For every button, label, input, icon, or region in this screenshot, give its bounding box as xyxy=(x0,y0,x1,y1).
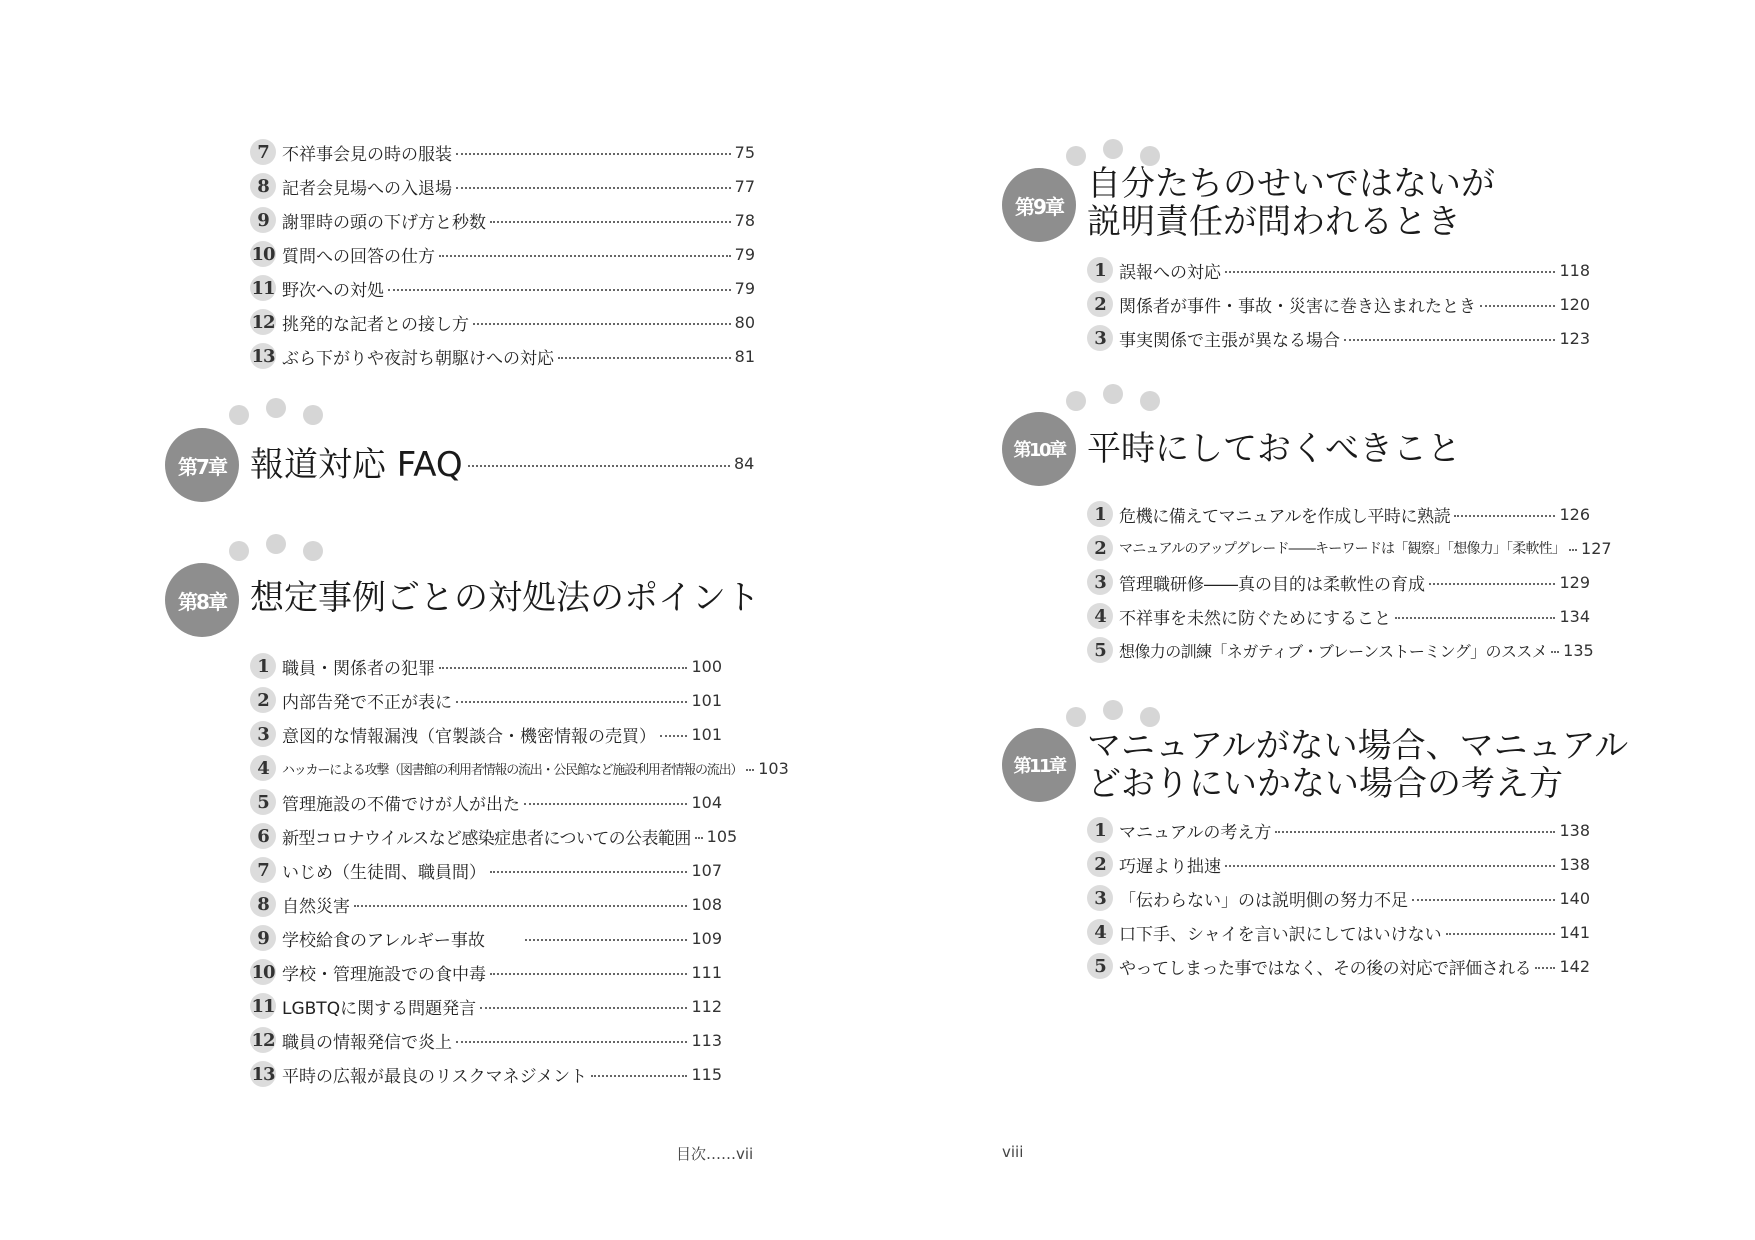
entry-page: 101 xyxy=(691,724,722,744)
toc-entry[interactable] xyxy=(250,274,755,302)
toc-entry[interactable] xyxy=(250,992,722,1020)
entry-title: 質問への回答の仕方 xyxy=(282,246,435,267)
entry-number: 11 xyxy=(250,275,276,301)
dot-leader xyxy=(439,666,687,669)
entry-page: 104 xyxy=(691,792,722,812)
decor-dot xyxy=(266,398,286,418)
toc-entry[interactable] xyxy=(250,788,722,816)
dot-leader xyxy=(490,972,687,975)
decor-dot xyxy=(1103,384,1123,404)
entry-page: 127 xyxy=(1581,538,1612,558)
dot-leader xyxy=(480,1006,687,1009)
entry-page: 142 xyxy=(1559,956,1590,976)
entry-number: 1 xyxy=(1087,501,1113,527)
entry-number: 9 xyxy=(250,207,276,233)
entry-title: 記者会見場への入退場 xyxy=(282,178,452,199)
entry-title: 職員の情報発信で炎上 xyxy=(282,1032,452,1053)
toc-entry[interactable] xyxy=(1087,602,1590,630)
entry-title: 平時の広報が最良のリスクマネジメント xyxy=(282,1066,588,1087)
toc-entry[interactable] xyxy=(250,206,755,234)
entry-page: 79 xyxy=(734,278,755,298)
entry-number: 5 xyxy=(1087,953,1113,979)
entry-number: 10 xyxy=(250,241,276,267)
dot-leader xyxy=(388,288,731,291)
entry-number: 4 xyxy=(1087,919,1113,945)
toc-entry[interactable] xyxy=(250,754,789,782)
toc-entry[interactable] xyxy=(1087,952,1590,980)
toc-entry[interactable] xyxy=(250,822,738,850)
entry-number: 12 xyxy=(250,1027,276,1053)
toc-entry[interactable] xyxy=(1087,534,1612,562)
entry-page: 135 xyxy=(1563,640,1594,660)
entry-number: 1 xyxy=(1087,817,1113,843)
entry-page: 109 xyxy=(691,928,722,948)
decor-dot xyxy=(229,541,249,561)
chapter-badge: 第11章 xyxy=(1002,728,1076,802)
page-folio: viii xyxy=(1002,1143,1024,1161)
dot-leader xyxy=(1429,582,1555,585)
dot-leader xyxy=(695,836,703,839)
entry-number: 10 xyxy=(250,959,276,985)
entry-page: 100 xyxy=(691,656,722,676)
dot-leader xyxy=(1225,270,1555,273)
entry-page: 141 xyxy=(1559,922,1590,942)
entry-title: 学校・管理施設での食中毒 xyxy=(282,964,486,985)
entry-title: マニュアルのアップグレード――キーワードは「観察」「想像力」「柔軟性」 xyxy=(1119,541,1566,557)
entry-page: 126 xyxy=(1559,504,1590,524)
toc-entry[interactable] xyxy=(1087,256,1590,284)
entry-number: 7 xyxy=(250,857,276,883)
decor-dot xyxy=(1140,707,1160,727)
entry-page: 108 xyxy=(691,894,722,914)
entry-number: 6 xyxy=(250,823,276,849)
toc-entry[interactable] xyxy=(1087,816,1590,844)
entry-title: やってしまった事ではなく、その後の対応で評価される xyxy=(1119,958,1532,979)
toc-entry[interactable] xyxy=(250,958,722,986)
toc-entry[interactable] xyxy=(250,1026,722,1054)
dot-leader xyxy=(746,768,754,771)
entry-title: 野次への対処 xyxy=(282,280,384,301)
decor-dot xyxy=(303,405,323,425)
entry-number: 8 xyxy=(250,891,276,917)
toc-entry[interactable] xyxy=(1087,918,1590,946)
entry-title: 口下手、シャイを言い訳にしてはいけない xyxy=(1119,924,1442,945)
dot-leader xyxy=(439,254,731,257)
decor-dot xyxy=(1066,707,1086,727)
dot-leader xyxy=(456,700,687,703)
entry-number: 13 xyxy=(250,343,276,369)
toc-entry[interactable] xyxy=(250,1060,722,1088)
chapter-badge: 第7章 xyxy=(165,428,239,502)
entry-page: 120 xyxy=(1559,294,1590,314)
dot-leader xyxy=(591,1074,687,1077)
chapter-title: 報道対応 FAQ xyxy=(250,445,463,485)
dot-leader xyxy=(1480,304,1555,307)
entry-number: 1 xyxy=(250,653,276,679)
decor-dot xyxy=(1103,139,1123,159)
chapter-badge: 第10章 xyxy=(1002,412,1076,486)
entry-title: 管理職研修――真の目的は柔軟性の育成 xyxy=(1119,574,1425,595)
decor-dot xyxy=(1140,391,1160,411)
entry-number: 7 xyxy=(250,139,276,165)
entry-number: 4 xyxy=(1087,603,1113,629)
entry-title: 不祥事会見の時の服装 xyxy=(282,144,452,165)
chapter-title: 平時にしておくべきこと xyxy=(1087,429,1461,469)
chapter-title-line-2: 説明責任が問われるとき xyxy=(1087,202,1461,242)
dot-leader xyxy=(1395,616,1555,619)
entry-page: 115 xyxy=(691,1064,722,1084)
toc-entry[interactable] xyxy=(1087,500,1590,528)
entry-title: 巧遅より拙速 xyxy=(1119,856,1221,877)
entry-title: 職員・関係者の犯罪 xyxy=(282,658,435,679)
entry-page: 140 xyxy=(1559,888,1590,908)
chapter-title-line-1: マニュアルがない場合、マニュアル xyxy=(1087,726,1629,766)
entry-number: 12 xyxy=(250,309,276,335)
entry-page: 105 xyxy=(706,826,738,846)
toc-entry[interactable] xyxy=(250,890,722,918)
entry-page: 79 xyxy=(734,244,755,264)
toc-entry[interactable] xyxy=(250,308,755,336)
decor-dot xyxy=(1066,391,1086,411)
entry-title: 不祥事を未然に防ぐためにすること xyxy=(1119,608,1391,629)
entry-title: 自然災害 xyxy=(282,896,350,917)
entry-title: 謝罪時の頭の下げ方と秒数 xyxy=(282,212,486,233)
decor-dot xyxy=(1103,700,1123,720)
entry-title: 「伝わらない」のは説明側の努力不足 xyxy=(1119,890,1408,911)
entry-page: 138 xyxy=(1559,820,1590,840)
entry-page: 123 xyxy=(1559,328,1590,348)
entry-title: 想像力の訓練「ネガティブ・ブレーンストーミング」のススメ xyxy=(1119,641,1548,661)
dot-leader xyxy=(1225,864,1555,867)
entry-title: 新型コロナウイルスなど感染症患者についての公表範囲 xyxy=(282,828,691,849)
dot-leader xyxy=(456,152,731,155)
toc-entry[interactable] xyxy=(250,342,755,370)
entry-page: 77 xyxy=(734,176,755,196)
entry-title: LGBTQに関する問題発言 xyxy=(282,998,477,1019)
entry-number: 9 xyxy=(250,925,276,951)
entry-number: 13 xyxy=(250,1061,276,1087)
entry-number: 3 xyxy=(1087,569,1113,595)
entry-number: 5 xyxy=(250,789,276,815)
entry-page: 80 xyxy=(734,312,755,332)
entry-page: 107 xyxy=(691,860,722,880)
dot-leader xyxy=(456,186,731,189)
entry-number: 4 xyxy=(250,755,276,781)
entry-title: 事実関係で主張が異なる場合 xyxy=(1119,330,1340,351)
entry-number: 2 xyxy=(1087,851,1113,877)
entry-number: 3 xyxy=(250,721,276,747)
decor-dot xyxy=(266,534,286,554)
entry-number: 3 xyxy=(1087,885,1113,911)
entry-page: 78 xyxy=(734,210,755,230)
dot-leader xyxy=(1275,830,1555,833)
decor-dot xyxy=(1066,146,1086,166)
entry-title: ぶら下がりや夜討ち朝駆けへの対応 xyxy=(282,348,554,369)
entry-title: 関係者が事件・事故・災害に巻き込まれたとき xyxy=(1119,296,1476,317)
entry-page: 111 xyxy=(691,962,722,982)
dot-leader xyxy=(1412,898,1555,901)
entry-title: 挑発的な記者との接し方 xyxy=(282,314,469,335)
toc-entry[interactable] xyxy=(250,240,755,268)
entry-page: 101 xyxy=(691,690,722,710)
dot-leader xyxy=(456,1040,687,1043)
entry-page: 103 xyxy=(758,758,789,778)
entry-page: 113 xyxy=(691,1030,722,1050)
entry-number: 5 xyxy=(1087,637,1113,663)
dot-leader xyxy=(525,938,688,941)
chapter-page: 84 xyxy=(734,454,755,473)
entry-page: 81 xyxy=(734,346,755,366)
chapter-title: 想定事例ごとの対処法のポイント xyxy=(250,578,760,618)
entry-page: 112 xyxy=(691,996,722,1016)
chapter-badge: 第8章 xyxy=(165,563,239,637)
entry-number: 3 xyxy=(1087,325,1113,351)
entry-title: 意図的な情報漏洩（官製談合・機密情報の売買） xyxy=(282,726,656,747)
dot-leader xyxy=(524,802,687,805)
dot-leader xyxy=(468,464,730,467)
decor-dot xyxy=(1140,146,1160,166)
dot-leader xyxy=(1569,548,1577,551)
dot-leader xyxy=(490,220,731,223)
entry-page: 118 xyxy=(1559,260,1590,280)
toc-entry[interactable] xyxy=(1087,850,1590,878)
entry-number: 1 xyxy=(1087,257,1113,283)
toc-entry[interactable] xyxy=(250,172,755,200)
toc-entry[interactable] xyxy=(250,138,755,166)
dot-leader xyxy=(660,734,687,737)
dot-leader xyxy=(473,322,731,325)
entry-title: いじめ（生徒間、職員間） xyxy=(282,862,486,883)
toc-entry[interactable] xyxy=(1087,324,1590,352)
entry-page: 138 xyxy=(1559,854,1590,874)
entry-number: 2 xyxy=(1087,535,1113,561)
toc-entry[interactable] xyxy=(1087,568,1590,596)
toc-entry[interactable] xyxy=(250,924,722,952)
dot-leader xyxy=(490,870,687,873)
dot-leader xyxy=(1535,966,1555,969)
entry-page: 75 xyxy=(734,142,755,162)
page-folio: 目次……vii xyxy=(676,1145,754,1163)
entry-page: 129 xyxy=(1559,572,1590,592)
dot-leader xyxy=(1454,514,1555,517)
toc-entry[interactable] xyxy=(1087,290,1590,318)
toc-entry[interactable] xyxy=(250,856,722,884)
dot-leader xyxy=(354,904,687,907)
entry-title: 学校給食のアレルギー事故 xyxy=(282,930,485,951)
chapter-badge: 第9章 xyxy=(1002,168,1076,242)
entry-number: 2 xyxy=(1087,291,1113,317)
entry-title: マニュアルの考え方 xyxy=(1119,822,1272,843)
chapter-title-line-1: 自分たちのせいではないが xyxy=(1087,164,1495,204)
entry-title: 誤報への対応 xyxy=(1119,262,1221,283)
entry-number: 11 xyxy=(250,993,276,1019)
toc-entry[interactable] xyxy=(250,652,722,680)
toc-entry[interactable] xyxy=(1087,636,1594,664)
toc-entry[interactable] xyxy=(250,686,722,714)
dot-leader xyxy=(1446,932,1556,935)
toc-entry[interactable] xyxy=(250,720,722,748)
chapter-title-line-2: どおりにいかない場合の考え方 xyxy=(1087,764,1563,804)
entry-page: 134 xyxy=(1559,606,1590,626)
entry-title: 危機に備えてマニュアルを作成し平時に熟読 xyxy=(1119,506,1451,527)
entry-title: ハッカーによる攻撃（図書館の利用者情報の流出・公民館など施設利用者情報の流出） xyxy=(282,762,743,778)
dot-leader xyxy=(1551,650,1559,653)
entry-number: 8 xyxy=(250,173,276,199)
entry-title: 管理施設の不備でけが人が出た xyxy=(282,794,520,815)
entry-number: 2 xyxy=(250,687,276,713)
dot-leader xyxy=(558,356,731,359)
toc-entry[interactable] xyxy=(1087,884,1590,912)
decor-dot xyxy=(303,541,323,561)
decor-dot xyxy=(229,405,249,425)
entry-title: 内部告発で不正が表に xyxy=(282,692,452,713)
dot-leader xyxy=(1344,338,1555,341)
